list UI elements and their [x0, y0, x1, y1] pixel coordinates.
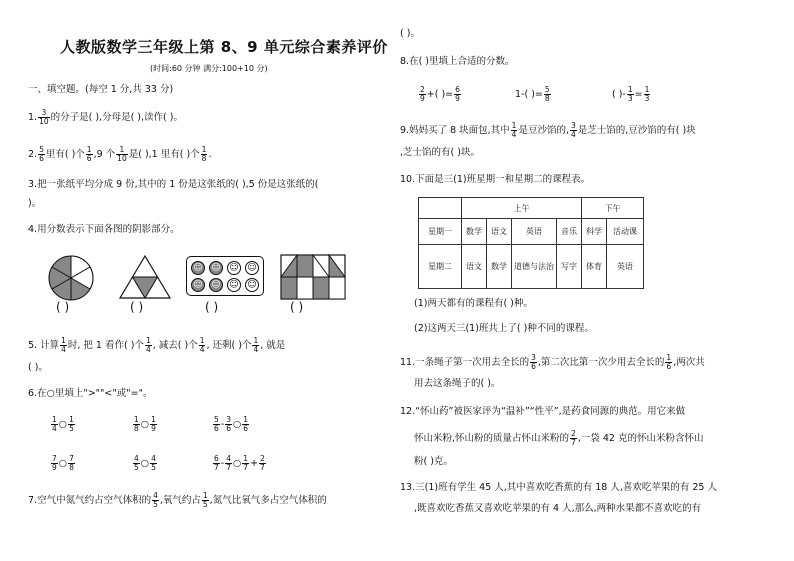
- compare-item: $\frac{1}{4}$ ○ $\frac{1}{5}$: [52, 415, 74, 433]
- face-icon: ☺: [209, 278, 223, 292]
- section-heading: 一、填空题。(每空 1 分,共 33 分): [28, 84, 174, 95]
- compare-item: $\frac{4}{5}$ ○ $\frac{4}{5}$: [134, 454, 156, 472]
- question-8: 8.在( )里填上合适的分数。: [400, 56, 515, 67]
- triangle-figure: [118, 254, 172, 300]
- answer-paren-1[interactable]: ( ): [56, 300, 70, 314]
- face-icon: ☺: [227, 278, 241, 292]
- table-header-pm: 下午: [582, 198, 644, 219]
- question-9-line2: ,芝士馅的有( )块。: [400, 147, 480, 158]
- table-header-am: 上午: [462, 198, 582, 219]
- rectangle-figure: [280, 254, 346, 300]
- compare-item: $\frac{6}{7}$ - $\frac{4}{7}$ ○ $\frac{1}{7}$ + $\frac{2}{7}$: [214, 454, 265, 472]
- answer-paren-3[interactable]: ( ): [205, 300, 219, 314]
- face-icon: ☺: [191, 261, 205, 275]
- compare-item: $\frac{7}{9}$ ○ $\frac{7}{8}$: [52, 454, 74, 472]
- question-9: 9.妈妈买了 8 块面包,其中 $\frac{1}{4}$ 是豆沙馅的, $\frac{3}{4}$ 是芝士馅的,豆沙馅的有( )块: [400, 121, 696, 139]
- face-icon: ☺: [245, 278, 259, 292]
- circle-figure: [47, 254, 95, 302]
- page-subtitle: (时间:60 分钟 满分:100+10 分): [150, 64, 268, 73]
- faces-figure: [186, 256, 264, 296]
- page-title: 人教版数学三年级上第 8、9 单元综合素养评价: [60, 38, 388, 56]
- compare-item: $\frac{1}{8}$ ○ $\frac{1}{9}$: [134, 415, 156, 433]
- question-7: 7.空气中氮气约占空气体积的 $\frac{4}{5}$ ,氧气约占 $\frac{1}{5}$ ,氮气比氧气多占空气体积的: [28, 491, 327, 509]
- compare-item: $\frac{5}{6}$ - $\frac{3}{6}$ ○ $\frac{1}{6}$: [214, 415, 249, 433]
- answer-paren-2[interactable]: ( ): [130, 300, 144, 314]
- schedule-table: [418, 197, 644, 289]
- face-icon: ☺: [245, 261, 259, 275]
- question-3-line1: 3.把一张纸平均分成 9 份,其中的 1 份是这张纸的( ),5 份是这张纸的(: [28, 179, 319, 190]
- equation-3: ( )- $\frac{1}{3}$ = $\frac{1}{3}$: [612, 85, 650, 103]
- question-4: 4.用分数表示下面各图的阴影部分。: [28, 224, 180, 235]
- face-icon: ☺: [209, 261, 223, 275]
- table-row: 星期一 数学 语文 英语 音乐 科学 活动课: [419, 219, 644, 245]
- table-row: 星期二 语文 数学 道德与法治 写字 体育 英语: [419, 245, 644, 289]
- answer-paren-4[interactable]: ( ): [290, 300, 304, 314]
- question-3-line2: )。: [28, 198, 42, 209]
- table-header-blank: [419, 198, 462, 219]
- question-13-line2: ,既喜欢吃香蕉又喜欢吃苹果的有 4 人,那么,两种水果都不喜欢吃的有: [414, 503, 702, 514]
- question-1: 1. $\frac{3}{10}$ 的分子是( ),分母是( ),读作( )。: [28, 108, 183, 126]
- question-10-sub2: (2)这两天三(1)班共上了( )种不同的课程。: [414, 323, 594, 334]
- question-12: 12.“怀山药”被医家评为“温补”“性平”,是药食同源的典范。用它来做: [400, 406, 686, 417]
- question-11-line2: 用去这条绳子的( )。: [414, 378, 501, 389]
- question-2: 2. $\frac{5}{6}$ 里有( )个 $\frac{1}{6}$ ,9 个 $\frac{1}{10}$ 是( ),1 里有( )个 $\frac{1}{8}$ .: [28, 145, 212, 163]
- equation-2: 1-( )= $\frac{5}{8}$: [515, 85, 550, 103]
- question-12-line2: 怀山米粉,怀山粉的质量占怀山米粉的 $\frac{2}{7}$ ,一袋 42 克的怀山米粉含怀山: [414, 429, 704, 447]
- question-6: 6.在○里填上">""<"或"="。: [28, 388, 153, 399]
- face-icon: ☺: [191, 278, 205, 292]
- question-10-sub1: (1)两天都有的课程有( )种。: [414, 298, 533, 309]
- equation-1: $\frac{2}{9}$ +( )= $\frac{6}{9}$: [420, 85, 460, 103]
- question-7-continued: ( )。: [400, 28, 420, 39]
- question-13: 13.三(1)班有学生 45 人,其中喜欢吃香蕉的有 18 人,喜欢吃苹果的有 25 人: [400, 482, 717, 493]
- question-10: 10.下面是三(1)班星期一和星期二的课程表。: [400, 174, 591, 185]
- question-12-line3: 粉( )克。: [414, 456, 453, 467]
- face-icon: ☺: [227, 261, 241, 275]
- question-11: 11.一条绳子第一次用去全长的 $\frac{3}{6}$ ,第二次比第一次少用去全长的 $\frac{1}{6}$ ,两次共: [400, 353, 705, 371]
- question-5: 5. 计算 $\frac{1}{4}$ 时, 把 1 看作( )个 $\frac{1}{4}$ , 减去( )个 $\frac{1}{4}$ , 还剩( )个 $\frac{1}{4}$ , 就是: [28, 336, 286, 354]
- question-5-line2: ( )。: [28, 362, 48, 373]
